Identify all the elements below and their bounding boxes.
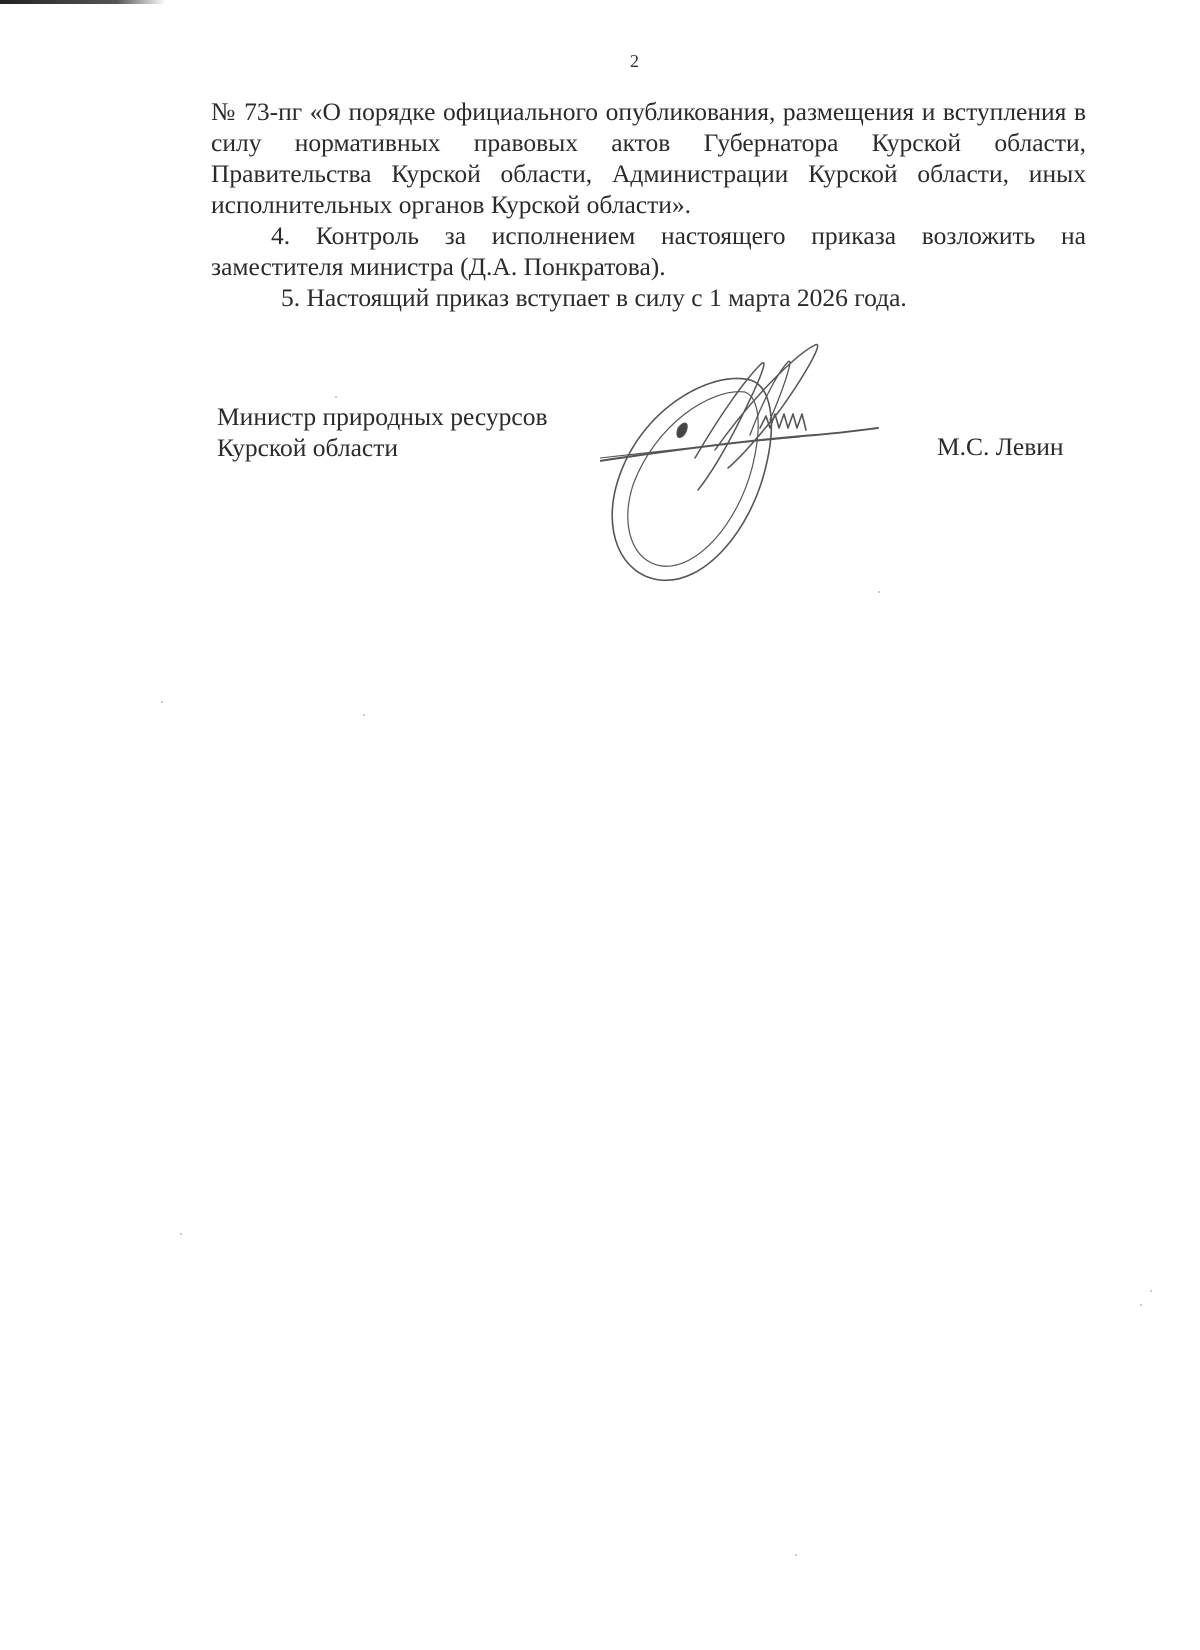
scan-speck bbox=[1140, 1304, 1142, 1306]
signature-stroke-2 bbox=[715, 345, 818, 468]
signatory-name: М.С. Левин bbox=[937, 432, 1064, 461]
paragraph-item-4: 4. Контроль за исполнением настоящего приказа возложить на заместителя министра (Д.А. Понкратова). bbox=[211, 221, 1086, 281]
scan-speck bbox=[180, 1233, 182, 1235]
paragraph-continuation: № 73-пг «О порядке официального опубликования, размещения и вступления в силу нормативных правовых актов Губернатора Курской области, Правительства Курской области, Администрации Курской области, иных исполнительных органов Курской области». bbox=[211, 97, 1086, 219]
signature-dot bbox=[677, 423, 687, 438]
signatory-title-line-2: Курской области bbox=[217, 433, 399, 462]
signatory-title bbox=[217, 401, 548, 463]
document-body bbox=[211, 96, 1086, 313]
signatory-title-line-1: Министр природных ресурсов bbox=[217, 402, 548, 431]
scan-speck bbox=[161, 701, 163, 703]
page-number: 2 bbox=[630, 51, 639, 71]
signature-zigzag bbox=[760, 414, 806, 430]
scan-speck bbox=[795, 1554, 797, 1556]
scan-edge-mark bbox=[0, 0, 166, 4]
scan-speck bbox=[1150, 1290, 1152, 1292]
scan-speck bbox=[363, 714, 365, 716]
scan-speck bbox=[335, 396, 337, 398]
handwritten-signature bbox=[600, 340, 920, 600]
scan-speck bbox=[878, 591, 880, 593]
paragraph-item-5: 5. Настоящий приказ вступает в силу с 1 марта 2026 года. bbox=[281, 283, 907, 312]
